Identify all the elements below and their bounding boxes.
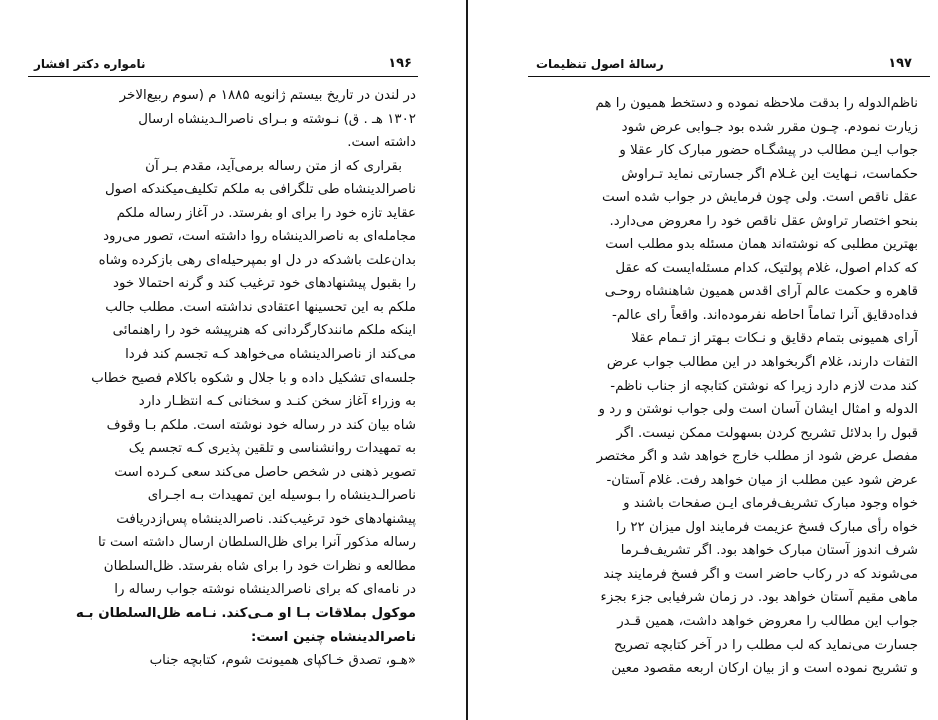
text-line: موکول بملاقات بـا او مـی‌کند. نـامه ظل‌السلطان بـه <box>75 606 416 622</box>
left-page <box>0 0 466 720</box>
text-line: اینکه ملکم مانندکارگردانی که هنرپیشه خود را راهنمائی <box>112 323 416 339</box>
text-line: آرای همیونی بتمام دقایق و نـکات بـهتر از تـمام عقلا <box>631 331 918 347</box>
text-line: شاه بیان کند در رساله خود نوشته است. ملکم بـا وقوف <box>106 417 416 433</box>
text-line: بدان‌علت باشدکه در دل او بمپرحیله‌ای رهی بازکرده وشاه <box>98 252 416 268</box>
text-line: بنحو اختصار تراوش عقل ناقص خود را معروض می‌دارد. <box>609 213 918 229</box>
text-line: فداه‌دقایق آنرا تماماً احاطه نفرموده‌اند. واقعاً رای عالم- <box>612 307 918 323</box>
left-page-header <box>28 52 418 77</box>
right-page-body <box>524 92 918 681</box>
text-line: ۱۳۰۲ هـ . ق) نـوشته و بـرای ناصرالـدینشاه ارسال <box>138 111 416 127</box>
text-line: عقل ناقص است. ولی چون فرمایش در جواب شده است <box>601 190 918 206</box>
text-line: پیشنهادهای خود ترغیب‌کند. ناصرالدینشاه پس‌از‌دریافت <box>116 511 416 527</box>
text-line: حکماست، نـهایت این غـلام اگر جسارتی نماید تـراوش <box>621 166 918 182</box>
left-page-body <box>30 84 416 673</box>
text-line: جلسه‌ای تشکیل داده و با جلال و شکوه باکلام فصیح خطاب <box>91 370 416 386</box>
text-line: مطالعه و نظرات خود را برای شاه بفرستد. ظل‌السلطان <box>103 558 416 574</box>
text-line: ناصرالدینشاه چنین است: <box>251 629 416 645</box>
text-line: می‌کند از ناصرالدینشاه می‌خواهد کـه تجسم کند فردا <box>125 347 416 363</box>
text-line: جسارت می‌نماید که لب مطلب را در آخر کتابچه تصریح <box>614 637 918 653</box>
text-line: در لندن در تاریخ بیستم ژانویه ۱۸۸۵ م (سوم ربیع‌الاخر <box>119 88 416 103</box>
text-line: می‌شوند که در رکاب حاضر است و اگر فسخ فرمایند چند <box>603 566 918 582</box>
text-line: قبول را بدلائل تشریح کردن بسهولت ممکن نیست. اگر <box>616 425 918 441</box>
text-line: کند مدت لازم دارد زیرا که نوشتن کتابچه از جناب ناظم- <box>610 378 918 394</box>
text-line: داشته است. <box>347 135 416 151</box>
text-line: خواه رأی مبارک فسخ عزیمت فرمایند اول میزان ۲۲ را <box>615 519 918 535</box>
text-line: عقاید تازه خود را برای او بفرستد. در آغاز رساله ملکم <box>116 205 416 221</box>
text-line: تصویر ذهنی در شخص حاصل می‌کند سعی کـرده است <box>114 464 416 480</box>
text-line: التفات دارند، غلام اگربخواهد در این مطالب جواب عرض <box>606 355 918 371</box>
text-line: مجامله‌ای به ناصرالدینشاه روا داشته است، تصور می‌رود <box>103 229 416 245</box>
text-line: جواب این مطالب را معروض خواهد داشت، همین قـدر <box>617 614 918 630</box>
text-line: ملکم به این تحسینها اعتقادی نداشته است. مطلب جالب <box>105 299 416 315</box>
right-page-number: ۱۹۷ <box>888 56 912 71</box>
left-page-number: ۱۹۶ <box>388 56 412 71</box>
text-line: که کدام اصول، غلام پولتیک، کدام مسئله‌ایست که عقل <box>615 260 918 276</box>
quoted-letter-line: «هـو، تصدق خـاکپای همیونت شوم، کتابچه جناب <box>149 653 416 669</box>
text-line: بقراری که از متن رساله برمی‌آید، مقدم بـر آن <box>145 158 402 174</box>
text-line: قاهره و حکمت عالم آرای اقدس همیون شاهنشاه روحـی <box>604 284 918 300</box>
text-line: خواه وجود مبارک تشریف‌فرمای ایـن صفحات باشند و <box>623 496 918 512</box>
text-line: ناصرالدینشاه طی تلگرافی به ملکم تکلیف‌میکندکه اصول <box>104 182 416 198</box>
text-line: مفصل عرض شود از مطلب خارج خواهد شد و اگر مختصر <box>596 449 918 465</box>
text-line: عرض شود عین مطلب از میان خواهد رفت. غلام آستان- <box>606 472 918 488</box>
left-running-title: نامواره دکتر افشار <box>34 57 146 71</box>
right-running-title: رسالهٔ اصول تنظیمات <box>536 57 664 71</box>
text-line: ماهی مقیم آستان خواهد بود. در زمان شرفیابی جزء بجزء <box>600 590 918 606</box>
text-line: به وزراء آغاز سخن کنـد و سخنانی کـه انتظـار دارد <box>138 394 416 410</box>
text-line: ناظم‌الدوله را بدقت ملاحظه نموده و دستخط همیون را هم <box>595 96 918 111</box>
text-line: الدوله و امثال ایشان آسان است ولی جواب نوشتن و رد و <box>598 402 918 418</box>
text-line: را بقبول پیشنهادهای خود ترغیب کند و گرنه احتمالا خود <box>113 276 416 292</box>
text-line: در نامه‌ای که برای ناصرالدینشاه نوشته جواب رساله را <box>114 582 416 598</box>
text-line: ناصرالـدینشاه را بـوسیله این تمهیدات بـه اجـرای <box>147 488 416 504</box>
right-page-header <box>528 52 930 77</box>
text-line: زیارت نمودم. چـون مقرر شده بود جـوابی عرض شود <box>621 119 918 135</box>
right-page <box>468 0 938 720</box>
text-line: و تشریح نموده است و از بیان ارکان اربعه مقصود معین <box>611 661 918 677</box>
text-line: به تمهیدات روانشناسی و تلقین پذیری کـه تجسم یک <box>128 441 416 457</box>
text-line: شرف اندوز آستان مبارک خواهد بود. اگر تشریف‌فـرما <box>620 543 918 559</box>
text-line: جواب ایـن مطالب در پیشگـاه حضور مبارک کار عقلا و <box>619 143 918 159</box>
text-line: بهترین مطلبی که نوشته‌اند همان مسئله بدو مطلب است <box>605 237 918 253</box>
text-line: رساله مذکور آنرا برای ظل‌السلطان ارسال داشته است تا <box>97 535 416 551</box>
